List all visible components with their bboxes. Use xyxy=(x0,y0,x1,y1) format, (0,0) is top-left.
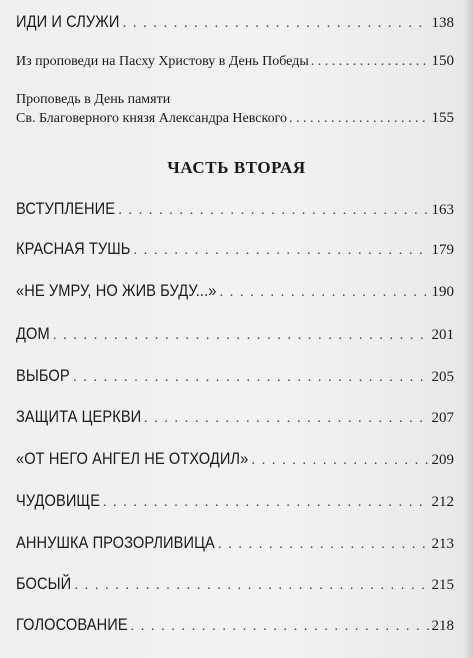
toc-entry-title: ЧУДОВИЩЕ xyxy=(16,491,101,510)
toc-entry-title: КРАСНАЯ ТУШЬ xyxy=(16,239,131,258)
toc-entry-page: 138 xyxy=(431,15,454,31)
toc-entry-page: 207 xyxy=(431,410,454,426)
toc-entry-page: 179 xyxy=(431,242,454,258)
dot-leader xyxy=(53,329,429,343)
toc-entry xyxy=(16,449,454,469)
toc-entry-page: 212 xyxy=(431,494,454,510)
toc-entry-title: БОСЫЙ xyxy=(16,574,72,593)
toc-entry-title: «НЕ УМРУ, НО ЖИВ БУДУ...» xyxy=(16,281,217,300)
toc-entry xyxy=(16,239,454,259)
toc-entry xyxy=(16,615,454,635)
toc-entry-page: 190 xyxy=(431,284,454,300)
dot-leader xyxy=(289,112,430,126)
toc-entry-title: АННУШКА ПРОЗОРЛИВИЦА xyxy=(16,533,215,552)
toc-entry xyxy=(16,281,454,301)
toc-entry-page: 150 xyxy=(431,53,454,69)
toc-entry-title: ИДИ И СЛУЖИ xyxy=(16,12,120,31)
toc-entry-title-line1: Проповедь в День памяти xyxy=(16,92,171,107)
toc-entry-page: 155 xyxy=(431,110,454,126)
toc-entry-title-line2: Св. Благоверного князя Александра Невского xyxy=(16,111,287,126)
dot-leader xyxy=(123,17,429,31)
dot-leader xyxy=(131,620,429,634)
toc-entry xyxy=(16,199,454,219)
toc-entry xyxy=(16,12,454,32)
dot-leader xyxy=(311,55,430,69)
dot-leader xyxy=(134,244,429,258)
dot-leader xyxy=(73,371,428,385)
toc-entry-title: «ОТ НЕГО АНГЕЛ НЕ ОТХОДИЛ» xyxy=(16,449,249,468)
toc-entry-page: 205 xyxy=(431,369,454,385)
dot-leader xyxy=(74,579,428,593)
toc-entry xyxy=(16,407,454,427)
toc-entry-title: ЗАЩИТА ЦЕРКВИ xyxy=(16,407,142,426)
toc-entry-title: Из проповеди на Пасху Христову в День Победы xyxy=(16,54,309,69)
dot-leader xyxy=(220,286,429,300)
toc-entry-title: ГОЛОСОВАНИЕ xyxy=(16,615,128,634)
dot-leader xyxy=(252,454,429,468)
toc-entry-page: 213 xyxy=(431,536,454,552)
dot-leader xyxy=(144,412,429,426)
dot-leader xyxy=(218,538,428,552)
toc-entry-title: ДОМ xyxy=(16,324,50,343)
toc-entry xyxy=(16,491,454,511)
dot-leader xyxy=(103,496,429,510)
toc-entry xyxy=(16,110,454,127)
dot-leader xyxy=(118,204,428,218)
toc-entry-page: 215 xyxy=(431,577,454,593)
page-edge-shadow xyxy=(463,0,473,658)
toc-entry xyxy=(16,53,454,70)
toc-entry xyxy=(16,324,454,344)
toc-entry-title: ВЫБОР xyxy=(16,366,70,385)
toc-entry-title: ВСТУПЛЕНИЕ xyxy=(16,199,116,218)
toc-entry-page: 209 xyxy=(431,452,454,468)
toc-entry-page: 163 xyxy=(431,202,454,218)
toc-entry xyxy=(16,574,454,594)
section-heading: ЧАСТЬ ВТОРАЯ xyxy=(167,158,306,177)
toc-entry-page: 218 xyxy=(431,618,454,634)
toc-entry-page: 201 xyxy=(431,327,454,343)
toc-entry xyxy=(16,366,454,386)
toc-entry xyxy=(16,533,454,553)
